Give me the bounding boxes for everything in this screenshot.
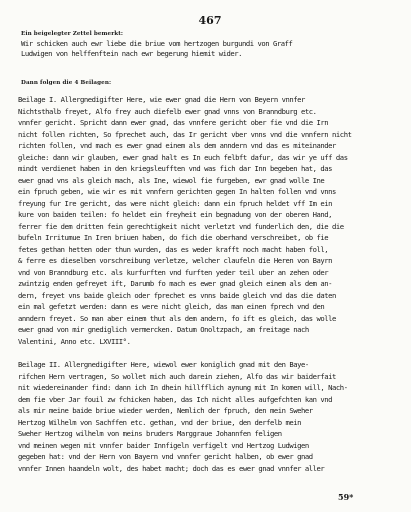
text-line: ewer gnad vns als gleich mach, als Ine, wiewol fie furgeben, ewr gnad wolle Ine (18, 175, 325, 185)
text-line: ein mal gefetzt werden: dann es were nicht gleich, das man einen fprech vnd den (18, 302, 325, 311)
note-heading: Ein beigelegter Zettel bemerkt: (21, 31, 124, 37)
text-line: zwintzig enden gefreyet ift, Darumb fo mach es ewer gnad gleich einem als dem an- (18, 279, 333, 288)
text-line: Beilage II. Allergnedigifter Here, wiewol ewer koniglich gnad mit den Baye- (18, 360, 309, 369)
text-line: Nichtsthalb freyet, Alfo frey auch diefelb ewer gnad vnns von Branndburg etc. (18, 106, 317, 116)
text-line: ein fpruch geben, wie wir es mit vnnfern gerichten gegen In halten follen vnd vnns (18, 187, 336, 196)
text-line: dem fie vber Jar fouil zw fchicken haben, das Ich nicht alles aufgefchten kan vnd (18, 394, 333, 404)
text-line: rifchen Hern vertragen, So wollet mich auch darein ziehen, Alfo das wir baiderfait (18, 371, 336, 381)
text-line: ewer gnad von mir gnediglich vermercken. Datum Onoltzpach, am freitage nach (18, 325, 309, 334)
text-line: & ferre es dieselben vorschreibung verletze, welcher claufeln die Heren von Bayrn (18, 256, 333, 265)
appendix-heading: Dann folgen die 4 Beilagen: (21, 80, 112, 86)
text-line: kure von baiden teilen: fo heldet ein freyheit ein begnadung von der oberen Hand, (18, 210, 333, 219)
intro-line: Wir schicken auch ewr liebe die briue vom hertzogen burgundi von Graff (21, 39, 293, 48)
text-line: Valentini, Anno etc. LXVIII°. (18, 336, 131, 346)
text-line: dern, freyet vns baide gleich oder fprechet es vnns baide gleich vnd das die daten (18, 290, 336, 300)
text-line: bufeln Irritumue In Iren briuen haben, do fich die oberhand verschreibet, ob fie (18, 233, 329, 242)
page-number: 467 (198, 14, 222, 27)
text-line: anndern freyet. So man aber einem thut als dem andern, fo ift es gleich, das wolle (18, 313, 336, 323)
text-line: Hertzog Wilhelm von Sachffen etc. gethan, vnd der briue, den derfelb mein (18, 417, 302, 427)
text-line: Beilage I. Allergnedigifter Here, wie ewer gnad die Hern von Beyern vnnfer (18, 95, 305, 104)
text-line: vnnfer gericht. Spricht dann ewer gnad, das vnnfere gericht ober fie vnd die Irn (18, 118, 329, 127)
text-line: vnd meinen wegen mit vnnfer baider Innfigeln verfigelt vnd Hertzog Ludwigen (18, 440, 309, 450)
text-line: nicht follen richten, So fprechet auch, das Ir gericht vber vnns vnd die vnnfern nicht (18, 129, 352, 139)
text-line: gleiche: dann wir glauben, ewer gnad halt es In euch felbft dafur, das wir ye uff das (18, 152, 348, 162)
text-line: mindt verdienet haben in den kriegsleufften vnd was fich dar Inn begeben hat, das (18, 164, 333, 173)
footer-mark: 59* (338, 492, 354, 502)
text-line: fetes gethan hetten oder thun wurden, das es weder krafft noch macht haben foll, (18, 244, 329, 254)
text-line: als mir meine baide briue wieder werden, Nemlich der fpruch, den mein Sweher (18, 406, 313, 415)
text-line: vnd von Branndburg etc. als kurfurften vnd furften yeder teil uber an zehen oder (18, 267, 329, 277)
text-line: nit wiedereinander find: dann ich In dhein hillfflich aynung mit In komen will, Nach- (18, 383, 348, 392)
text-line: richten follen, vnd mach es ewer gnad einem als dem anndern vnd das es miteinander (18, 141, 336, 150)
intro-line: Ludwigen von helffenftein nach ewr begerung hiemit wider. (21, 49, 243, 58)
text-line: vnnfer Innen haandeln wolt, des habet macht; doch das es ewer gnad vnnfer aller (18, 463, 325, 473)
text-line: ferrer fie dem dritten fein gerechtigkeit nicht verletzt vnd funderlich den, die die (18, 221, 344, 231)
text-line: freyung fur Ire gericht, das were nicht gleich: dann ein fpruch heldet vff Im ein (18, 198, 333, 208)
text-line: gegeben hat: vnd der Hern von Bayern vnd vnnfer gericht halben, ob ewer gnad (18, 452, 313, 461)
text-line: Sweher Hertzog wilhelm von meins bruders Marggraue Johannfen feligen (18, 429, 282, 438)
